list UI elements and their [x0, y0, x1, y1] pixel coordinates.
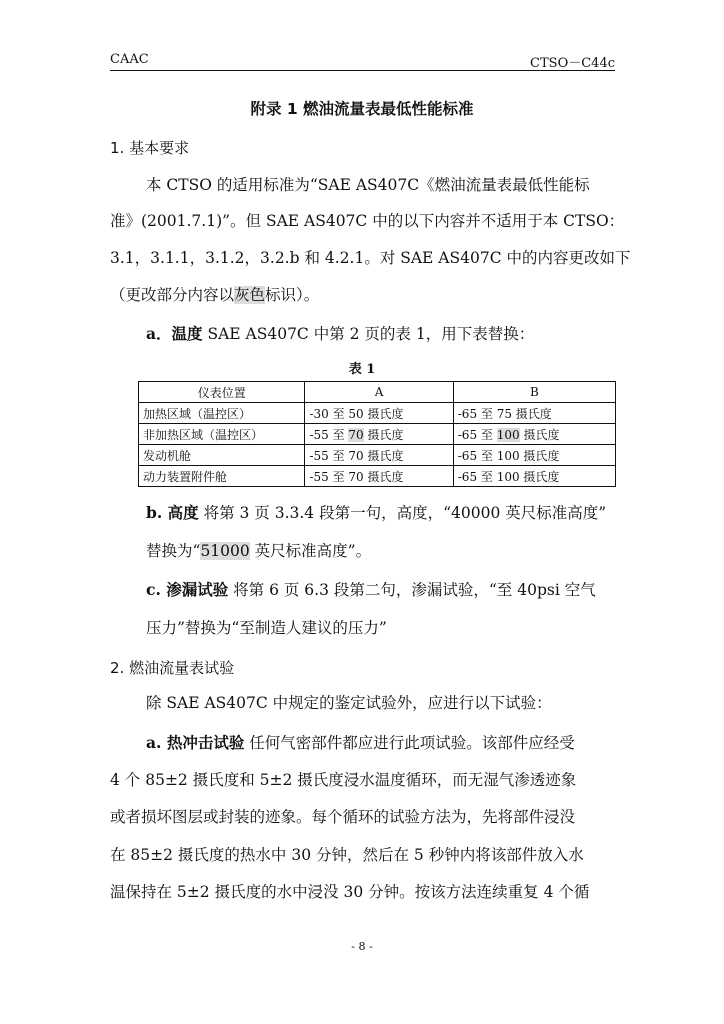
highlight-run: 51000	[200, 542, 250, 560]
table-cell	[305, 424, 453, 445]
section2-heading: 2. 燃油流量表试验	[110, 659, 235, 677]
table-row	[139, 403, 616, 424]
item-c-leak-test	[146, 580, 651, 600]
text-run: -65 至	[457, 427, 497, 442]
item-a-thermal-shock	[146, 733, 651, 753]
table-cell: 加热区域（温控区）	[139, 403, 305, 424]
item-label: a. 热冲击试验	[146, 733, 245, 752]
header-org: CAAC	[110, 52, 149, 67]
item-b-altitude	[146, 503, 651, 523]
item-text: SAE AS407C 中第 2 页的表 1，用下表替换：	[202, 325, 535, 343]
paragraph-line	[146, 541, 651, 561]
paragraph-line: 4 个 85±2 摄氏度和 5±2 摄氏度浸水温度循环，而无湿气渗透迹象	[110, 771, 577, 789]
paragraph-line: 本 CTSO 的适用标准为“SAE AS407C《燃油流量表最低性能标	[146, 176, 590, 194]
item-a-temperature	[146, 324, 651, 344]
table-cell	[453, 424, 615, 445]
page-number: - 8 -	[351, 940, 373, 953]
item-label: c. 渗漏试验	[146, 580, 229, 599]
table-cell: 动力装置附件舱	[139, 466, 305, 487]
table-cell: -30 至 50 摄氏度	[305, 403, 453, 424]
table-row	[139, 445, 616, 466]
text-run: -55 至	[309, 427, 349, 442]
item-text: 任何气密部件都应进行此项试验。该部件应经受	[244, 734, 575, 752]
text-run: 摄氏度	[363, 427, 404, 442]
item-label: a．温度	[146, 324, 203, 343]
paragraph-line: 3.1，3.1.1，3.1.2，3.2.b 和 4.2.1。对 SAE AS407C 中的内容更改如下	[110, 249, 631, 267]
table-cell: 非加热区域（温控区）	[139, 424, 305, 445]
text-run: 摄氏度	[519, 427, 560, 442]
paragraph-line: 除 SAE AS407C 中规定的鉴定试验外，应进行以下试验：	[146, 694, 552, 712]
text-run: 替换为“	[146, 542, 201, 560]
table-caption: 表 1	[348, 362, 376, 377]
section1-heading: 1. 基本要求	[110, 139, 190, 157]
table-row	[139, 466, 616, 487]
text-run: （更改部分内容以	[110, 286, 235, 304]
item-label: b. 高度	[146, 503, 199, 522]
table-cell: -55 至 70 摄氏度	[305, 445, 453, 466]
table-cell: -65 至 75 摄氏度	[453, 403, 615, 424]
paragraph-line: 温保持在 5±2 摄氏度的水中浸没 30 分钟。按该方法连续重复 4 个循	[110, 883, 590, 901]
paragraph-line	[110, 285, 615, 305]
table-cell: -65 至 100 摄氏度	[453, 445, 615, 466]
paragraph-line: 压力”替换为“至制造人建议的压力”	[146, 619, 387, 637]
table-header: 仪表位置	[139, 382, 305, 403]
item-text: 将第 6 页 6.3 段第二句，渗漏试验，“至 40psi 空气	[228, 581, 596, 599]
paragraph-line: 准》(2001.7.1)”。但 SAE AS407C 中的以下内容并不适用于本 CTSO：	[110, 212, 625, 230]
table-header-row	[139, 382, 616, 403]
header-doc-id: CTSO－C44c	[530, 56, 615, 71]
table-header: A	[305, 382, 453, 403]
table-cell: -55 至 70 摄氏度	[305, 466, 453, 487]
text-run: 英尺标准高度”。	[249, 542, 372, 560]
table-cell: 发动机舱	[139, 445, 305, 466]
table-header: B	[453, 382, 615, 403]
page-title: 附录 1 燃油流量表最低性能标准	[250, 100, 474, 118]
page-header	[110, 52, 615, 70]
paragraph-line: 或者损坏图层或封装的迹象。每个循环的试验方法为，先将部件浸没	[110, 808, 576, 826]
temperature-table	[138, 381, 616, 487]
paragraph-line: 在 85±2 摄氏度的热水中 30 分钟，然后在 5 秒钟内将该部件放入水	[110, 846, 584, 864]
header-rule	[110, 70, 615, 71]
highlight-run: 100	[496, 427, 520, 442]
table-cell: -65 至 100 摄氏度	[453, 466, 615, 487]
highlight-run: 70	[348, 427, 364, 442]
highlight-run: 灰色	[234, 286, 266, 304]
item-text: 将第 3 页 3.3.4 段第一句，高度，“40000 英尺标准高度”	[198, 504, 607, 522]
text-run: 标识）。	[265, 286, 320, 304]
table-row	[139, 424, 616, 445]
